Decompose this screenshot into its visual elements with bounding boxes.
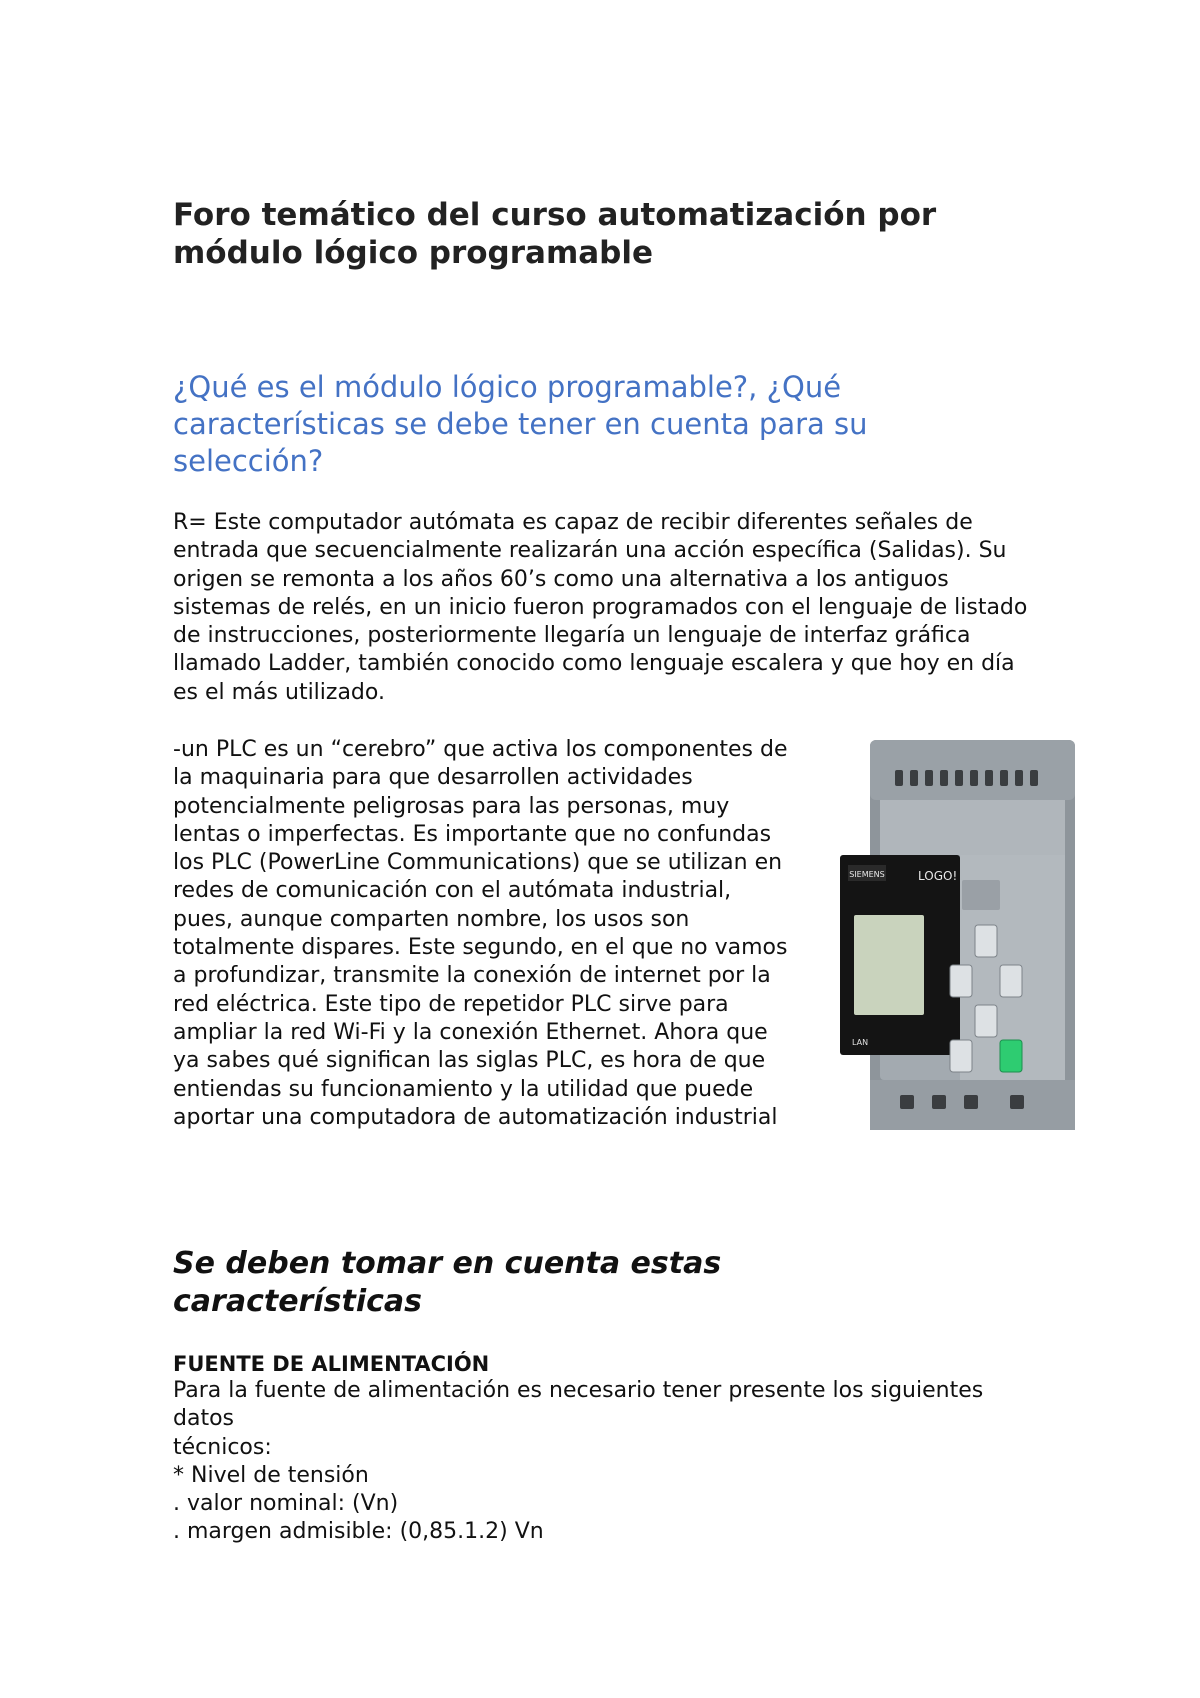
plc-ok-button (1000, 1040, 1022, 1072)
plc-port-label: LAN (852, 1038, 869, 1047)
plc-device-image (840, 740, 1080, 1140)
section-heading: Se deben tomar en cuenta estas características (173, 1246, 722, 1319)
plc-brand-label: SIEMENS (849, 870, 885, 879)
body-line: . margen admisible: (0,85.1.2) Vn (173, 1519, 544, 1545)
document-title: Foro temático del curso automatización por módulo lógico programable (173, 197, 937, 271)
body-line: * Nivel de tensión (173, 1462, 369, 1488)
answer-paragraph: R= Este computador autómata es capaz de recibir diferentes señales de entrada que secuencialmente realizarán una acción específica (Salidas). Su origen se remonta a los años 60’s como una alternativa a los antiguos sistemas de relés, en un inicio fueron programados con el lenguaje de listado de instrucciones, posteriormente llegaría un lenguaje de interfaz gráfica llamado Ladder, también conocido como lenguaje escalera y que hoy en día es el más utilizado. (173, 510, 1028, 705)
power-supply-subheading: FUENTE DE ALIMENTACIÓN (173, 1352, 490, 1376)
question-heading: ¿Qué es el módulo lógico programable?, ¿Qué características se debe tener en cuenta para su selección? (173, 370, 868, 478)
body-line: técnicos: (173, 1434, 272, 1460)
power-supply-body (173, 1377, 1043, 1547)
plc-model-label: LOGO! (918, 869, 958, 883)
body-line: Para la fuente de alimentación es necesario tener presente los siguientes datos (173, 1378, 991, 1432)
body-line: . valor nominal: (Vn) (173, 1491, 399, 1517)
plc-lcd-screen (854, 915, 924, 1015)
plc-paragraph: -un PLC es un “cerebro” que activa los componentes de la maquinaria para que desarrollen actividades potencialmente peligrosas para las personas, muy lentas o imperfectas. Es importante que no confundas los PLC (PowerLine Communications) que se utilizan en redes de comunicación con el autómata industrial, pues, aunque comparten nombre, los usos son totalmente dispares. Este segundo, en el que no vamos a profundizar, transmite la conexión de internet por la red eléctrica. Este tipo de repetidor PLC sirve para ampliar la red Wi-Fi y la conexión Ethernet. Ahora que ya sabes qué significan las siglas PLC, es hora de que entiendas su funcionamiento y la utilidad que puede aportar una computadora de automatización industrial (173, 737, 788, 1130)
